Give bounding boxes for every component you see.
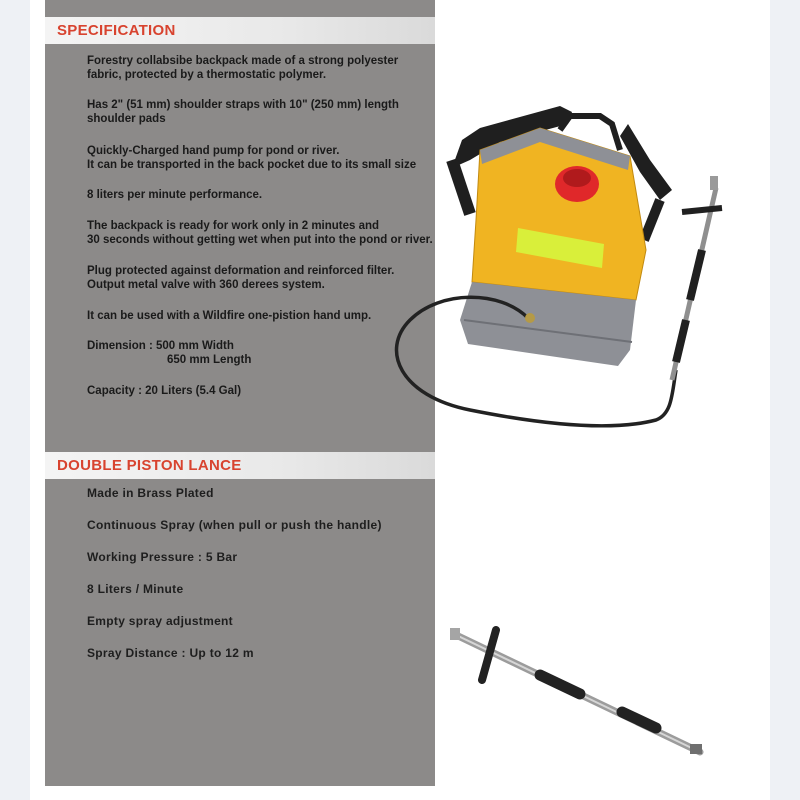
lance-title: DOUBLE PISTON LANCE (57, 457, 242, 474)
spec-line: It can be used with a Wildfire one-pistion hand ump. (87, 310, 372, 322)
lance-line: 8 Liters / Minute (87, 582, 184, 596)
spec-line: 650 mm Length (167, 354, 252, 366)
spec-line: Capacity : 20 Liters (5.4 Gal) (87, 385, 242, 397)
spec-line: Quickly-Charged hand pump for pond or river. (87, 145, 340, 157)
spec-line: Output metal valve with 360 derees system. (87, 279, 325, 291)
lance-line: Spray Distance : Up to 12 m (87, 646, 254, 660)
lance-line: Empty spray adjustment (87, 614, 233, 628)
spec-line: Has 2" (51 mm) shoulder straps with 10" (250 mm) length (87, 99, 399, 111)
spec-line: 30 seconds without getting wet when put into the pond or river. (87, 234, 433, 246)
spec-line: fabric, protected by a thermostatic polymer. (87, 69, 327, 81)
lance-line: Working Pressure : 5 Bar (87, 550, 238, 564)
spec-line: It can be transported in the back pocket due to its small size (87, 159, 417, 171)
spec-line: Dimension : 500 mm Width (87, 340, 234, 352)
specification-title: SPECIFICATION (57, 22, 176, 39)
spec-line: 8 liters per minute performance. (87, 189, 263, 201)
spec-line: The backpack is ready for work only in 2 minutes and (87, 220, 380, 232)
spec-line: Plug protected against deformation and reinforced filter. (87, 265, 395, 277)
lance-line: Made in Brass Plated (87, 486, 214, 500)
spec-line: shoulder pads (87, 113, 166, 125)
lance-line: Continuous Spray (when pull or push the handle) (87, 518, 382, 532)
spec-line: Forestry collabsibe backpack made of a strong polyester (87, 55, 399, 67)
